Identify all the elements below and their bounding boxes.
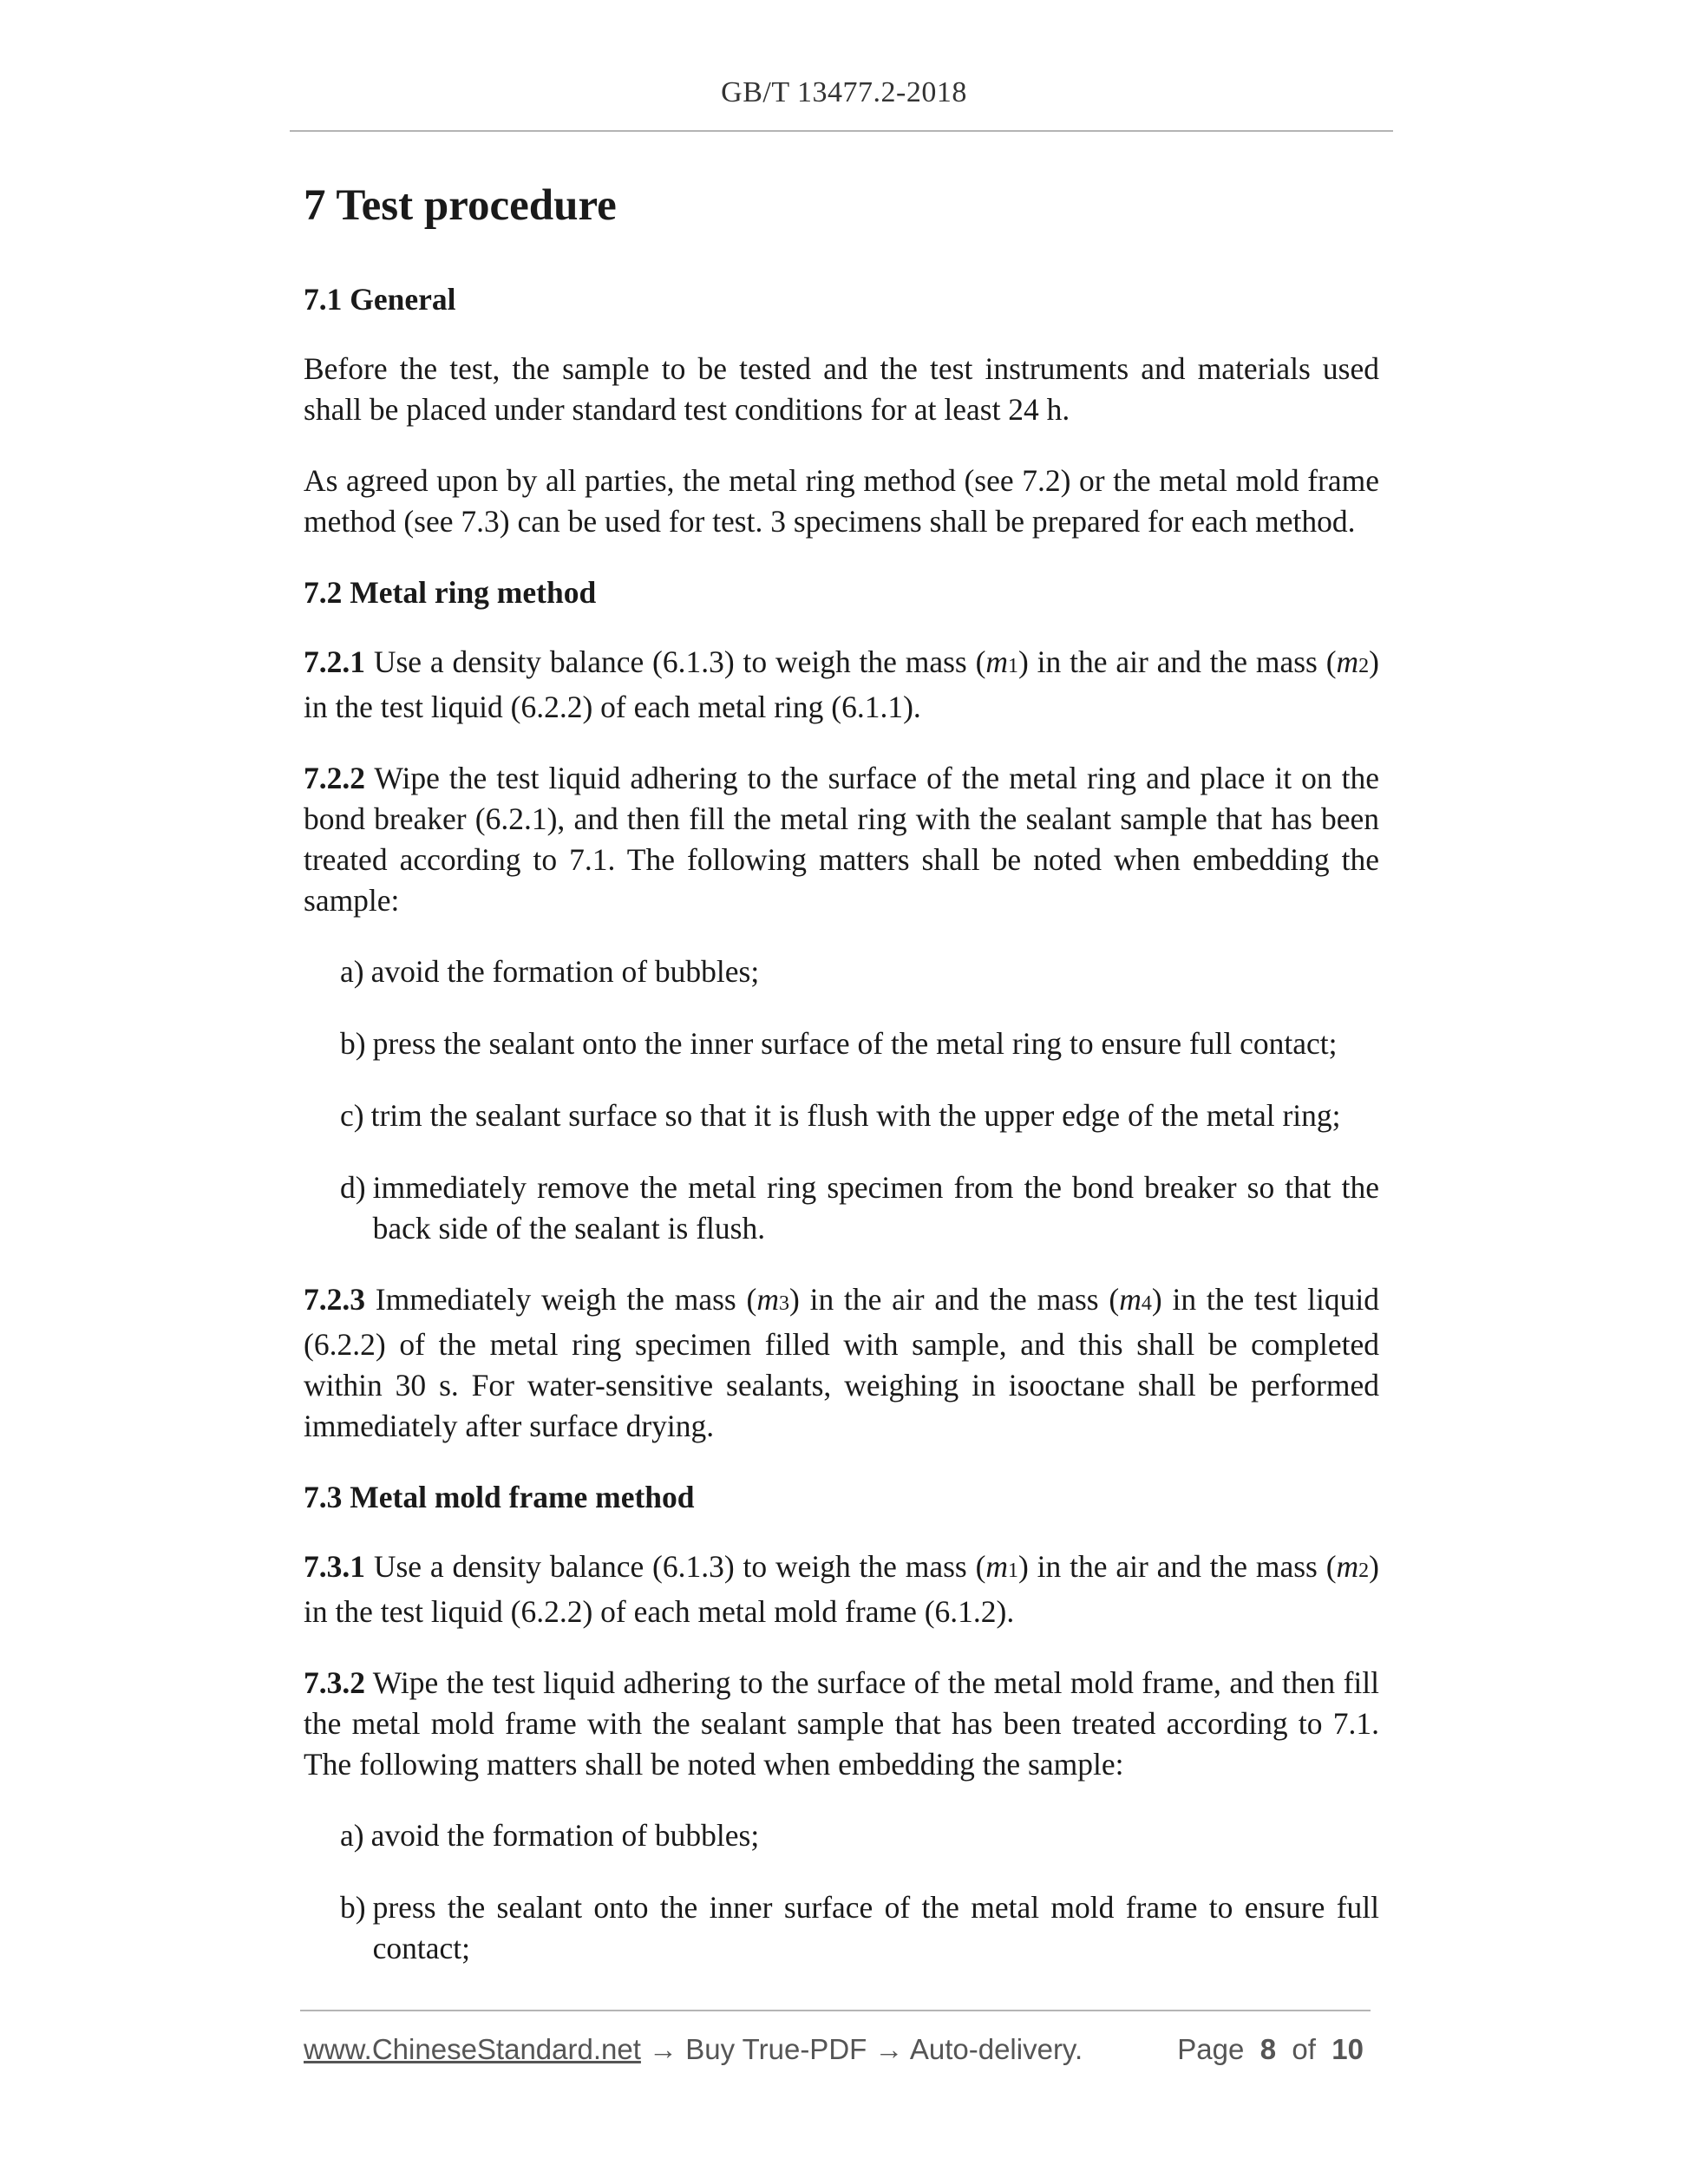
section-title: 7 Test procedure bbox=[304, 181, 617, 230]
paragraph-7-1-a: Before the test, the sample to be tested and the test instruments and materials used shall be placed under standard test conditions for at least 24 h. bbox=[304, 351, 1379, 427]
list-marker: c) bbox=[340, 1098, 364, 1133]
list-marker: a) bbox=[340, 954, 364, 989]
list-item-text: avoid the formation of bubbles; bbox=[370, 954, 760, 989]
list-item-text: press the sealant onto the inner surface of the metal mold frame to ensure full contact; bbox=[372, 1890, 1379, 1965]
website-link[interactable]: www.ChineseStandard.net bbox=[304, 2033, 641, 2065]
clause-number: 7.3.2 bbox=[304, 1665, 365, 1700]
arrow-right-icon: → bbox=[649, 2033, 678, 2065]
variable-m: m bbox=[985, 644, 1009, 679]
list-marker: b) bbox=[340, 1026, 366, 1061]
list-item bbox=[340, 1095, 1379, 1136]
clause-7-3-2 bbox=[304, 1663, 1379, 1785]
footer-divider bbox=[300, 2010, 1371, 2011]
variable-subscript: 3 bbox=[778, 1292, 789, 1315]
arrow-right-icon: → bbox=[874, 2033, 904, 2065]
variable-subscript: 1 bbox=[1008, 655, 1019, 677]
variable-m: m bbox=[1119, 1282, 1142, 1317]
clause-text: Immediately weigh the mass ( bbox=[365, 1282, 757, 1317]
header-divider bbox=[290, 130, 1393, 132]
list-item-text: trim the sealant surface so that it is flush with the upper edge of the metal ring; bbox=[370, 1098, 1341, 1133]
of-label: of bbox=[1292, 2033, 1316, 2065]
list-marker: a) bbox=[340, 1818, 364, 1853]
footer-delivery-text: Auto-delivery. bbox=[909, 2033, 1083, 2065]
list-marker: b) bbox=[340, 1890, 366, 1925]
clause-7-3-1 bbox=[304, 1546, 1379, 1632]
document-header: GB/T 13477.2-2018 bbox=[721, 76, 967, 108]
variable-m: m bbox=[985, 1549, 1009, 1584]
subsection-title-7-3: 7.3 Metal mold frame method bbox=[304, 1480, 695, 1514]
total-page-number: 10 bbox=[1331, 2033, 1364, 2065]
clause-text: ) in the air and the mass ( bbox=[1018, 1549, 1337, 1584]
clause-text: ) in the test liquid (6.2.2) of the metal ring specimen filled with sample, and this shall be completed within 30 s. For water-sensitive sealants, weighing in isooctane shall be performed immediately after surface drying. bbox=[304, 1282, 1379, 1443]
current-page-number: 8 bbox=[1259, 2033, 1277, 2065]
variable-m: m bbox=[1336, 644, 1359, 679]
clause-text: Use a density balance (6.1.3) to weigh the mass ( bbox=[365, 644, 986, 679]
clause-text: ) in the test liquid (6.2.2) of each metal mold frame (6.1.2). bbox=[304, 1549, 1379, 1629]
clause-text: ) in the air and the mass ( bbox=[1018, 644, 1337, 679]
clause-number: 7.2.3 bbox=[304, 1282, 365, 1317]
variable-subscript: 2 bbox=[1358, 1560, 1370, 1582]
clause-number: 7.3.1 bbox=[304, 1549, 365, 1584]
list-item-text: press the sealant onto the inner surface of the metal ring to ensure full contact; bbox=[372, 1026, 1338, 1061]
page-indicator bbox=[1177, 2030, 1364, 2070]
list-item bbox=[340, 951, 1379, 992]
variable-m: m bbox=[756, 1282, 779, 1317]
footer-promo bbox=[304, 2030, 1083, 2070]
variable-m: m bbox=[1336, 1549, 1359, 1584]
clause-7-2-2 bbox=[304, 758, 1379, 921]
list-item bbox=[340, 1023, 1379, 1064]
document-body bbox=[304, 177, 1379, 1999]
clause-7-2-3 bbox=[304, 1279, 1379, 1447]
list-item-text: immediately remove the metal ring specimen from the bond breaker so that the back side of the sealant is flush. bbox=[372, 1170, 1379, 1246]
list-item bbox=[340, 1167, 1379, 1249]
page-label: Page bbox=[1177, 2033, 1245, 2065]
clause-text: Use a density balance (6.1.3) to weigh the mass ( bbox=[365, 1549, 986, 1584]
clause-number: 7.2.1 bbox=[304, 644, 365, 679]
footer-buy-text: Buy True-PDF bbox=[685, 2033, 867, 2065]
list-7-2-2 bbox=[304, 951, 1379, 1249]
clause-text: ) in the air and the mass ( bbox=[788, 1282, 1120, 1317]
paragraph-7-1-b: As agreed upon by all parties, the metal ring method (see 7.2) or the metal mold frame method (see 7.3) can be used for test. 3 specimens shall be prepared for each method. bbox=[304, 463, 1379, 539]
variable-subscript: 1 bbox=[1008, 1560, 1019, 1582]
list-item bbox=[340, 1815, 1379, 1856]
variable-subscript: 4 bbox=[1141, 1292, 1152, 1315]
list-7-3-2 bbox=[304, 1815, 1379, 1969]
clause-text: Wipe the test liquid adhering to the surface of the metal mold frame, and then fill the metal mold frame with the sealant sample that has been treated according to 7.1. The following matters shall be noted when embedding the sample: bbox=[304, 1665, 1379, 1782]
clause-7-2-1 bbox=[304, 642, 1379, 728]
subsection-title-7-1: 7.1 General bbox=[304, 282, 456, 317]
list-item-text: avoid the formation of bubbles; bbox=[370, 1818, 760, 1853]
clause-number: 7.2.2 bbox=[304, 761, 365, 795]
clause-text: ) in the test liquid (6.2.2) of each metal ring (6.1.1). bbox=[304, 644, 1379, 724]
list-item bbox=[340, 1887, 1379, 1969]
variable-subscript: 2 bbox=[1358, 655, 1370, 677]
subsection-title-7-2: 7.2 Metal ring method bbox=[304, 575, 597, 610]
page-footer bbox=[304, 2030, 1371, 2070]
clause-text: Wipe the test liquid adhering to the surface of the metal ring and place it on the bond breaker (6.2.1), and then fill the metal ring with the sealant sample that has been treated according to 7.1. The following matters shall be noted when embedding the sample: bbox=[304, 761, 1379, 918]
list-marker: d) bbox=[340, 1170, 366, 1205]
